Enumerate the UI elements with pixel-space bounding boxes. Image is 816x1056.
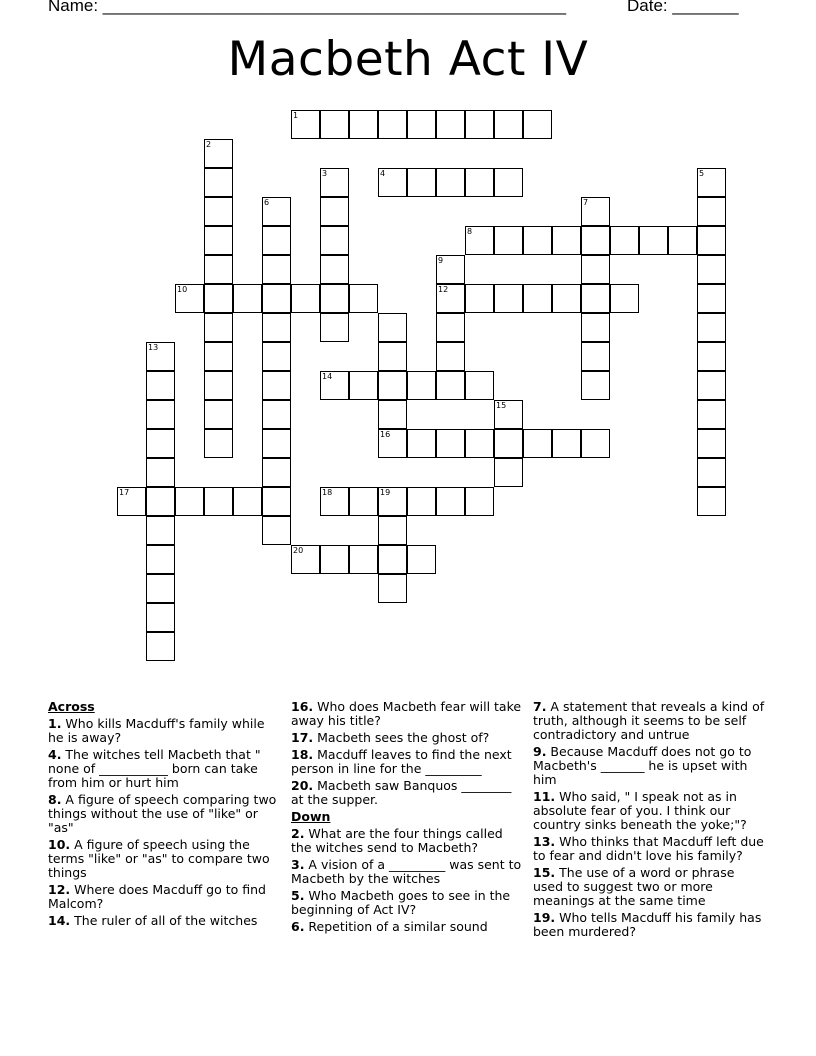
crossword-cell[interactable] bbox=[204, 139, 233, 168]
clue-down-15 bbox=[533, 866, 765, 908]
crossword-cell[interactable] bbox=[465, 284, 494, 313]
clue-text: A figure of speech comparing two things without the use of "like" or "as" bbox=[48, 792, 277, 835]
crossword-cell[interactable] bbox=[552, 226, 581, 255]
crossword-cell[interactable] bbox=[552, 429, 581, 458]
down-heading: Down bbox=[291, 809, 331, 824]
clue-number: 4. bbox=[48, 747, 62, 762]
crossword-cell[interactable] bbox=[291, 110, 320, 139]
clue-number: 7. bbox=[533, 699, 547, 714]
clue-text: Repetition of a similar sound bbox=[304, 919, 488, 934]
crossword-cell[interactable] bbox=[262, 197, 291, 226]
crossword-cell[interactable] bbox=[320, 168, 349, 197]
clue-number: 8. bbox=[48, 792, 62, 807]
clue-number-label: 3 bbox=[322, 169, 328, 178]
clue-text: Who Macbeth goes to see in the beginning of Act IV? bbox=[291, 888, 511, 917]
crossword-cell[interactable] bbox=[581, 342, 610, 371]
crossword-cell[interactable] bbox=[465, 429, 494, 458]
crossword-cell[interactable] bbox=[494, 226, 523, 255]
clue-text: Because Macduff does not go to Macbeth's _______ he is upset with him bbox=[533, 744, 752, 787]
crossword-cell[interactable] bbox=[349, 545, 378, 574]
crossword-cell[interactable] bbox=[204, 342, 233, 371]
clue-down-6 bbox=[291, 920, 523, 934]
crossword-cell[interactable] bbox=[262, 371, 291, 400]
clue-text: A statement that reveals a kind of truth, although it seems to be self contradictory and untrue bbox=[533, 699, 765, 742]
clue-text: The ruler of all of the witches bbox=[70, 913, 258, 928]
clue-text: Who tells Macduff his family has been murdered? bbox=[533, 910, 762, 939]
clue-number-label: 14 bbox=[322, 372, 333, 381]
clue-number-label: 8 bbox=[467, 227, 473, 236]
clue-number: 13. bbox=[533, 834, 556, 849]
crossword-cell[interactable] bbox=[523, 284, 552, 313]
clue-down-3 bbox=[291, 858, 523, 886]
clue-number: 2. bbox=[291, 826, 305, 841]
clue-text: The witches tell Macbeth that " none of ___________ born can take from him or hurt him bbox=[48, 747, 261, 790]
crossword-cell[interactable] bbox=[378, 371, 407, 400]
clue-text: Who kills Macduff's family while he is away? bbox=[48, 716, 265, 745]
crossword-cell[interactable] bbox=[494, 110, 523, 139]
crossword-cell[interactable] bbox=[407, 429, 436, 458]
crossword-cell[interactable] bbox=[349, 284, 378, 313]
clue-text: The use of a word or phrase used to suggest two or more meanings at the same time bbox=[533, 865, 735, 908]
crossword-cell[interactable] bbox=[581, 197, 610, 226]
clue-text: Where does Macduff go to find Malcom? bbox=[48, 882, 266, 911]
clue-number: 6. bbox=[291, 919, 305, 934]
crossword-cell[interactable] bbox=[581, 429, 610, 458]
crossword-cell[interactable] bbox=[262, 400, 291, 429]
crossword-cell[interactable] bbox=[610, 284, 639, 313]
crossword-cell[interactable] bbox=[436, 371, 465, 400]
clue-number-label: 17 bbox=[119, 488, 130, 497]
crossword-cell[interactable] bbox=[407, 110, 436, 139]
crossword-cell[interactable] bbox=[262, 284, 291, 313]
crossword-cell[interactable] bbox=[262, 458, 291, 487]
clue-number-label: 15 bbox=[496, 401, 507, 410]
crossword-cell[interactable] bbox=[436, 313, 465, 342]
crossword-cell[interactable] bbox=[465, 226, 494, 255]
crossword-cell[interactable] bbox=[146, 429, 175, 458]
clue-text: A vision of a _________ was sent to Macbeth by the witches bbox=[291, 857, 522, 886]
crossword-cell[interactable] bbox=[407, 545, 436, 574]
clue-text: What are the four things called the witches send to Macbeth? bbox=[291, 826, 503, 855]
crossword-cell[interactable] bbox=[204, 313, 233, 342]
clue-text: Who does Macbeth fear will take away his title? bbox=[291, 699, 522, 728]
clue-number: 14. bbox=[48, 913, 71, 928]
crossword-cell[interactable] bbox=[204, 226, 233, 255]
crossword-cell[interactable] bbox=[610, 226, 639, 255]
crossword-cell[interactable] bbox=[494, 458, 523, 487]
crossword-cell[interactable] bbox=[697, 429, 726, 458]
crossword-cell[interactable] bbox=[697, 400, 726, 429]
clue-number-label: 4 bbox=[380, 169, 386, 178]
crossword-cell[interactable] bbox=[581, 226, 610, 255]
crossword-cell[interactable] bbox=[581, 284, 610, 313]
crossword-cell[interactable] bbox=[378, 516, 407, 545]
clue-number: 20. bbox=[291, 778, 314, 793]
crossword-cell[interactable] bbox=[407, 487, 436, 516]
crossword-cell[interactable] bbox=[552, 284, 581, 313]
crossword-cell[interactable] bbox=[320, 371, 349, 400]
crossword-cell[interactable] bbox=[378, 168, 407, 197]
crossword-cell[interactable] bbox=[175, 487, 204, 516]
crossword-cell[interactable] bbox=[320, 284, 349, 313]
clue-number-label: 2 bbox=[206, 140, 212, 149]
crossword-cell[interactable] bbox=[320, 110, 349, 139]
clue-number-label: 9 bbox=[438, 256, 444, 265]
crossword-cell[interactable] bbox=[291, 284, 320, 313]
crossword-cell[interactable] bbox=[378, 313, 407, 342]
crossword-cell[interactable] bbox=[146, 603, 175, 632]
clue-number-label: 6 bbox=[264, 198, 270, 207]
clue-number-label: 13 bbox=[148, 343, 159, 352]
crossword-cell[interactable] bbox=[697, 226, 726, 255]
clue-across-8 bbox=[48, 793, 280, 835]
crossword-cell[interactable] bbox=[581, 255, 610, 284]
crossword-cell[interactable] bbox=[320, 197, 349, 226]
clue-across-20 bbox=[291, 779, 523, 807]
crossword-cell[interactable] bbox=[697, 168, 726, 197]
crossword-cell[interactable] bbox=[146, 574, 175, 603]
clue-number-label: 7 bbox=[583, 198, 589, 207]
crossword-cell[interactable] bbox=[465, 487, 494, 516]
clue-across-10 bbox=[48, 838, 280, 880]
date-field-label: Date: _______ bbox=[627, 0, 739, 15]
crossword-cell[interactable] bbox=[175, 284, 204, 313]
crossword-cell[interactable] bbox=[320, 545, 349, 574]
crossword-cell[interactable] bbox=[697, 313, 726, 342]
crossword-cell[interactable] bbox=[262, 313, 291, 342]
page-title: Macbeth Act IV bbox=[227, 32, 589, 87]
crossword-cell[interactable] bbox=[204, 168, 233, 197]
clue-across-18 bbox=[291, 748, 523, 776]
clue-down-7 bbox=[533, 700, 765, 742]
crossword-cell[interactable] bbox=[378, 487, 407, 516]
clue-down-5 bbox=[291, 889, 523, 917]
crossword-cell[interactable] bbox=[146, 487, 175, 516]
clues-column-1 bbox=[48, 700, 280, 931]
crossword-cell[interactable] bbox=[262, 226, 291, 255]
crossword-cell[interactable] bbox=[465, 371, 494, 400]
crossword-cell[interactable] bbox=[262, 255, 291, 284]
crossword-cell[interactable] bbox=[378, 574, 407, 603]
clue-down-9 bbox=[533, 745, 765, 787]
crossword-cell[interactable] bbox=[204, 371, 233, 400]
crossword-cell[interactable] bbox=[233, 284, 262, 313]
crossword-cell[interactable] bbox=[262, 429, 291, 458]
crossword-cell[interactable] bbox=[204, 429, 233, 458]
clue-text: Who said, " I speak not as in absolute fear of you. I think our country sinks beneath the yoke;"? bbox=[533, 789, 747, 832]
crossword-cell[interactable] bbox=[146, 371, 175, 400]
clue-number-label: 10 bbox=[177, 285, 188, 294]
clue-number: 17. bbox=[291, 730, 314, 745]
clue-number: 9. bbox=[533, 744, 547, 759]
crossword-cell[interactable] bbox=[697, 284, 726, 313]
crossword-cell[interactable] bbox=[494, 429, 523, 458]
crossword-cell[interactable] bbox=[494, 400, 523, 429]
crossword-cell[interactable] bbox=[465, 110, 494, 139]
clue-number: 10. bbox=[48, 837, 71, 852]
crossword-cell[interactable] bbox=[378, 545, 407, 574]
crossword-cell[interactable] bbox=[262, 516, 291, 545]
crossword-cell[interactable] bbox=[697, 255, 726, 284]
crossword-cell[interactable] bbox=[204, 487, 233, 516]
clue-number-label: 1 bbox=[293, 111, 299, 120]
across-heading: Across bbox=[48, 699, 95, 714]
crossword-cell[interactable] bbox=[349, 487, 378, 516]
clue-number-label: 5 bbox=[699, 169, 705, 178]
crossword-cell[interactable] bbox=[436, 284, 465, 313]
crossword-cell[interactable] bbox=[436, 429, 465, 458]
crossword-cell[interactable] bbox=[581, 313, 610, 342]
crossword-cell[interactable] bbox=[581, 371, 610, 400]
crossword-cell[interactable] bbox=[378, 429, 407, 458]
name-field-label: Name: _________________________________________________ bbox=[48, 0, 567, 15]
crossword-cell[interactable] bbox=[639, 226, 668, 255]
crossword-cell[interactable] bbox=[668, 226, 697, 255]
crossword-cell[interactable] bbox=[407, 371, 436, 400]
crossword-cell[interactable] bbox=[262, 342, 291, 371]
clue-number: 16. bbox=[291, 699, 314, 714]
clue-text: Macbeth sees the ghost of? bbox=[313, 730, 490, 745]
crossword-cell[interactable] bbox=[436, 255, 465, 284]
clue-down-13 bbox=[533, 835, 765, 863]
crossword-cell[interactable] bbox=[117, 487, 146, 516]
clue-text: Who thinks that Macduff left due to fear and didn't love his family? bbox=[533, 834, 764, 863]
crossword-cell[interactable] bbox=[204, 255, 233, 284]
clue-down-2 bbox=[291, 827, 523, 855]
crossword-cell[interactable] bbox=[436, 342, 465, 371]
clue-down-11 bbox=[533, 790, 765, 832]
crossword-cell[interactable] bbox=[349, 371, 378, 400]
clue-across-12 bbox=[48, 883, 280, 911]
clue-number: 15. bbox=[533, 865, 556, 880]
crossword-cell[interactable] bbox=[378, 110, 407, 139]
clue-number-label: 18 bbox=[322, 488, 333, 497]
crossword-cell[interactable] bbox=[320, 226, 349, 255]
crossword-cell[interactable] bbox=[233, 487, 262, 516]
crossword-cell[interactable] bbox=[697, 342, 726, 371]
clue-number: 11. bbox=[533, 789, 556, 804]
crossword-cell[interactable] bbox=[523, 429, 552, 458]
clue-across-1 bbox=[48, 717, 280, 745]
clue-across-16 bbox=[291, 700, 523, 728]
clue-across-17 bbox=[291, 731, 523, 745]
crossword-cell[interactable] bbox=[204, 284, 233, 313]
clue-text: A figure of speech using the terms "like" or "as" to compare two things bbox=[48, 837, 270, 880]
crossword-cell[interactable] bbox=[146, 545, 175, 574]
clue-number: 3. bbox=[291, 857, 305, 872]
crossword-cell[interactable] bbox=[146, 458, 175, 487]
crossword-cell[interactable] bbox=[697, 197, 726, 226]
clue-text: Macduff leaves to find the next person in line for the _________ bbox=[291, 747, 512, 776]
crossword-cell[interactable] bbox=[465, 168, 494, 197]
clue-number-label: 20 bbox=[293, 546, 304, 555]
crossword-cell[interactable] bbox=[146, 632, 175, 661]
clues-column-3 bbox=[533, 700, 765, 942]
crossword-cell[interactable] bbox=[494, 284, 523, 313]
crossword-cell[interactable] bbox=[262, 487, 291, 516]
crossword-cell[interactable] bbox=[349, 110, 378, 139]
crossword-cell[interactable] bbox=[320, 487, 349, 516]
crossword-cell[interactable] bbox=[204, 197, 233, 226]
crossword-cell[interactable] bbox=[320, 313, 349, 342]
clue-number-label: 12 bbox=[438, 285, 449, 294]
clue-number-label: 16 bbox=[380, 430, 391, 439]
clues-column-2 bbox=[291, 700, 523, 937]
crossword-cell[interactable] bbox=[697, 458, 726, 487]
clue-number: 19. bbox=[533, 910, 556, 925]
crossword-cell[interactable] bbox=[436, 168, 465, 197]
clue-across-14 bbox=[48, 914, 280, 928]
crossword-cell[interactable] bbox=[523, 226, 552, 255]
clue-number: 18. bbox=[291, 747, 314, 762]
crossword-cell[interactable] bbox=[407, 168, 436, 197]
crossword-cell[interactable] bbox=[523, 110, 552, 139]
crossword-cell[interactable] bbox=[436, 110, 465, 139]
crossword-cell[interactable] bbox=[146, 400, 175, 429]
crossword-cell[interactable] bbox=[697, 371, 726, 400]
crossword-cell[interactable] bbox=[204, 400, 233, 429]
crossword-cell[interactable] bbox=[291, 545, 320, 574]
clue-number: 12. bbox=[48, 882, 71, 897]
crossword-cell[interactable] bbox=[494, 168, 523, 197]
crossword-cell[interactable] bbox=[697, 487, 726, 516]
crossword-cell[interactable] bbox=[146, 516, 175, 545]
crossword-cell[interactable] bbox=[378, 342, 407, 371]
clue-number: 1. bbox=[48, 716, 62, 731]
clue-down-19 bbox=[533, 911, 765, 939]
crossword-cell[interactable] bbox=[378, 400, 407, 429]
crossword-cell[interactable] bbox=[436, 487, 465, 516]
crossword-cell[interactable] bbox=[320, 255, 349, 284]
clue-across-4 bbox=[48, 748, 280, 790]
clue-number-label: 19 bbox=[380, 488, 391, 497]
crossword-cell[interactable] bbox=[146, 342, 175, 371]
clue-number: 5. bbox=[291, 888, 305, 903]
clue-text: Macbeth saw Banquos ________ at the supper. bbox=[291, 778, 512, 807]
